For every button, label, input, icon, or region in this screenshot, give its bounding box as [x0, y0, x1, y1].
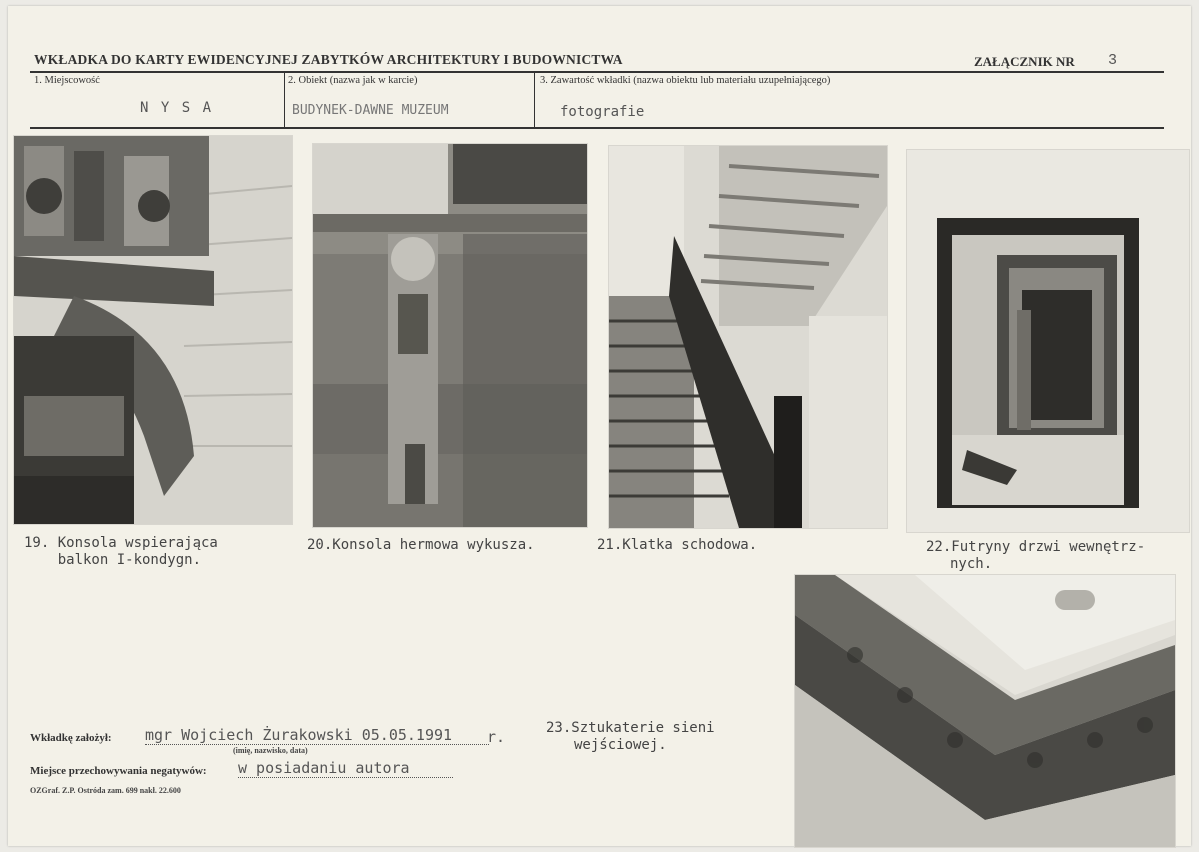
author-label: Wkładkę założył:: [30, 732, 112, 744]
content-value: fotografie: [560, 104, 645, 120]
attachment-label: ZAŁĄCZNIK NR: [974, 54, 1075, 69]
photo-19: [13, 135, 293, 525]
form-title: WKŁADKA DO KARTY EWIDENCYJNEJ ZABYTKÓW ARCHITEKTURY I BUDOWNICTWA: [34, 52, 623, 67]
object-value: BUDYNEK-DAWNE MUZEUM: [292, 103, 449, 118]
caption-23-line2: wejściowej.: [574, 737, 667, 753]
caption-20: 20.Konsola hermowa wykusza.: [307, 537, 535, 553]
author-value: mgr Wojciech Żurakowski 05.05.1991: [145, 726, 489, 745]
caption-22-line1: 22.Futryny drzwi wewnętrz-: [926, 539, 1146, 555]
negatives-value: w posiadaniu autora: [238, 759, 453, 778]
caption-19-line1: 19. Konsola wspierająca: [24, 535, 218, 551]
content-label: 3. Zawartość wkładki (nazwa obiektu lub materiału uzupełniającego): [540, 75, 831, 86]
herm-console-photo: [313, 144, 587, 527]
stucco-ceiling-photo: [795, 575, 1175, 847]
locality-value: N Y S A: [140, 100, 214, 116]
locality-label: 1. Miejscowość: [34, 75, 100, 86]
caption-23-line1: 23.Sztukaterie sieni: [546, 720, 715, 736]
staircase-photo: [609, 146, 887, 528]
photo-21: [608, 145, 888, 529]
fields-rule: [30, 127, 1164, 129]
door-frame-photo: [907, 150, 1189, 532]
caption-19: [24, 535, 218, 569]
object-label: 2. Obiekt (nazwa jak w karcie): [288, 75, 418, 86]
caption-21: 21.Klatka schodowa.: [597, 537, 758, 553]
negatives-label: Miejsce przechowywania negatywów:: [30, 765, 207, 777]
author-hint: (imię, nazwisko, data): [233, 746, 308, 755]
attachment-number: 3: [1108, 52, 1118, 69]
photo-20: [312, 143, 588, 528]
photo-22: [906, 149, 1190, 533]
caption-22-line2: nych.: [950, 556, 993, 572]
author-suffix: r.: [487, 728, 506, 746]
record-sheet: [8, 6, 1191, 846]
field-divider: [284, 73, 285, 127]
printer-note: OZGraf. Z.P. Ostróda zam. 699 nakł. 22.600: [30, 786, 181, 795]
caption-23: [546, 720, 715, 754]
header-rule: [30, 71, 1164, 73]
caption-22: [926, 539, 1145, 573]
balcony-console-photo: [14, 136, 292, 524]
field-divider: [534, 73, 535, 127]
caption-19-line2: balkon I-kondygn.: [24, 552, 202, 568]
photo-23: [794, 574, 1176, 848]
